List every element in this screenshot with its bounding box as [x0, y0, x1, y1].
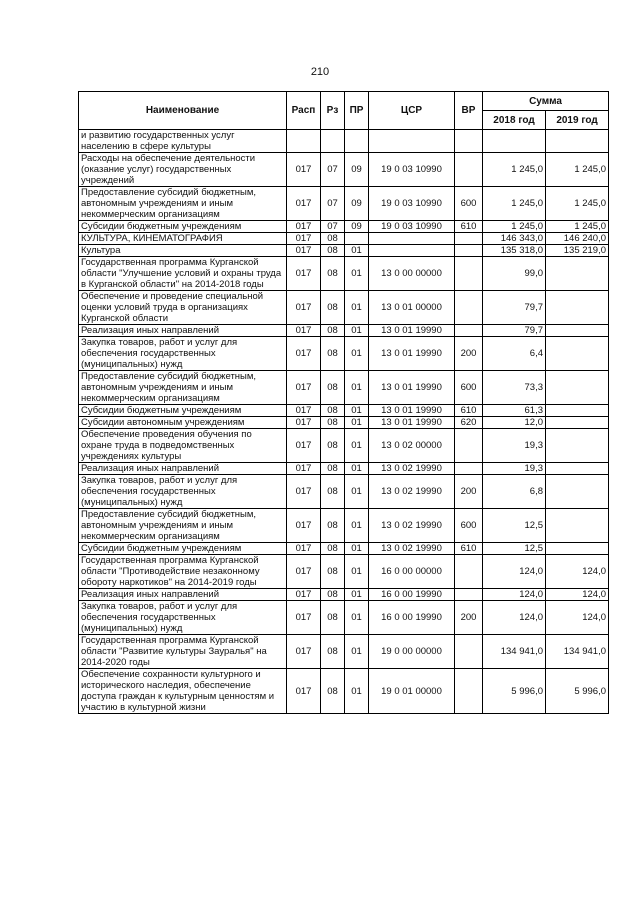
cell-pr: 09 [345, 221, 369, 233]
cell-sum-2018: 1 245,0 [483, 221, 546, 233]
cell-csr: 16 0 00 19990 [369, 601, 455, 635]
header-rasp: Расп [287, 92, 321, 130]
cell-vr [455, 463, 483, 475]
table-row [79, 475, 609, 509]
cell-csr: 13 0 02 00000 [369, 429, 455, 463]
cell-pr: 01 [345, 635, 369, 669]
header-rz: Рз [321, 92, 345, 130]
cell-vr: 620 [455, 417, 483, 429]
cell-sum-2019 [546, 475, 609, 509]
cell-name: Культура [79, 245, 287, 257]
cell-csr: 19 0 01 00000 [369, 669, 455, 714]
cell-rz: 08 [321, 405, 345, 417]
cell-sum-2018: 1 245,0 [483, 153, 546, 187]
cell-name: Закупка товаров, работ и услуг для обеспечения государственных (муниципальных) нужд [79, 601, 287, 635]
cell-name: Закупка товаров, работ и услуг для обеспечения государственных (муниципальных) нужд [79, 475, 287, 509]
cell-vr: 600 [455, 371, 483, 405]
cell-sum-2018: 134 941,0 [483, 635, 546, 669]
cell-name: Закупка товаров, работ и услуг для обеспечения государственных (муниципальных) нужд [79, 337, 287, 371]
cell-rasp: 017 [287, 601, 321, 635]
cell-vr: 610 [455, 405, 483, 417]
cell-sum-2019: 135 219,0 [546, 245, 609, 257]
cell-rasp: 017 [287, 245, 321, 257]
cell-csr [369, 245, 455, 257]
cell-sum-2018: 124,0 [483, 601, 546, 635]
cell-sum-2019 [546, 429, 609, 463]
cell-name: Обеспечение проведения обучения по охране труда в подведомственных учреждениях культуры [79, 429, 287, 463]
table-row [79, 405, 609, 417]
cell-rasp: 017 [287, 509, 321, 543]
cell-csr [369, 233, 455, 245]
cell-name: Реализация иных направлений [79, 463, 287, 475]
cell-rasp: 017 [287, 543, 321, 555]
cell-rz: 08 [321, 601, 345, 635]
cell-sum-2018: 99,0 [483, 257, 546, 291]
table-row [79, 257, 609, 291]
cell-csr: 13 0 01 19990 [369, 337, 455, 371]
cell-rasp: 017 [287, 475, 321, 509]
cell-sum-2019 [546, 463, 609, 475]
cell-csr: 13 0 01 19990 [369, 325, 455, 337]
cell-pr: 01 [345, 371, 369, 405]
cell-rasp: 017 [287, 417, 321, 429]
table-row [79, 543, 609, 555]
cell-csr: 19 0 03 10990 [369, 221, 455, 233]
cell-name: и развитию государственных услуг населению в сфере культуры [79, 130, 287, 153]
cell-rz: 08 [321, 555, 345, 589]
cell-sum-2019 [546, 325, 609, 337]
cell-rz: 08 [321, 509, 345, 543]
table-row [79, 187, 609, 221]
cell-pr: 01 [345, 601, 369, 635]
table-row [79, 417, 609, 429]
cell-pr: 09 [345, 187, 369, 221]
header-pr: ПР [345, 92, 369, 130]
cell-sum-2018: 19,3 [483, 463, 546, 475]
cell-vr: 610 [455, 221, 483, 233]
cell-sum-2018: 135 318,0 [483, 245, 546, 257]
cell-rasp: 017 [287, 589, 321, 601]
cell-rz: 08 [321, 371, 345, 405]
cell-pr: 01 [345, 291, 369, 325]
cell-vr [455, 669, 483, 714]
cell-pr: 01 [345, 543, 369, 555]
cell-pr: 01 [345, 463, 369, 475]
cell-rasp: 017 [287, 233, 321, 245]
cell-sum-2019 [546, 509, 609, 543]
cell-sum-2019 [546, 257, 609, 291]
cell-sum-2018: 79,7 [483, 325, 546, 337]
cell-pr: 09 [345, 153, 369, 187]
cell-csr [369, 130, 455, 153]
table-row [79, 233, 609, 245]
cell-rz: 07 [321, 221, 345, 233]
cell-name: Реализация иных направлений [79, 589, 287, 601]
cell-rasp [287, 130, 321, 153]
cell-name: Предоставление субсидий бюджетным, автономным учреждениям и иным некоммерческим организациям [79, 187, 287, 221]
cell-pr: 01 [345, 245, 369, 257]
cell-name: КУЛЬТУРА, КИНЕМАТОГРАФИЯ [79, 233, 287, 245]
cell-sum-2019 [546, 405, 609, 417]
cell-pr: 01 [345, 589, 369, 601]
table-row [79, 371, 609, 405]
cell-sum-2018: 124,0 [483, 589, 546, 601]
cell-csr: 16 0 00 19990 [369, 589, 455, 601]
cell-csr: 19 0 00 00000 [369, 635, 455, 669]
cell-sum-2019: 124,0 [546, 601, 609, 635]
table-body [79, 130, 609, 714]
cell-vr: 600 [455, 509, 483, 543]
cell-rz: 08 [321, 589, 345, 601]
cell-sum-2019: 124,0 [546, 555, 609, 589]
header-name: Наименование [79, 92, 287, 130]
table-row [79, 337, 609, 371]
cell-csr: 13 0 01 19990 [369, 417, 455, 429]
cell-rz: 08 [321, 337, 345, 371]
cell-rasp: 017 [287, 187, 321, 221]
cell-sum-2018: 73,3 [483, 371, 546, 405]
header-vr: ВР [455, 92, 483, 130]
cell-rz: 08 [321, 257, 345, 291]
cell-sum-2018: 146 343,0 [483, 233, 546, 245]
table-row [79, 429, 609, 463]
cell-csr: 13 0 01 00000 [369, 291, 455, 325]
cell-vr [455, 257, 483, 291]
cell-name: Субсидии бюджетным учреждениям [79, 405, 287, 417]
cell-csr: 13 0 01 19990 [369, 405, 455, 417]
cell-csr: 13 0 02 19990 [369, 463, 455, 475]
cell-sum-2019: 1 245,0 [546, 221, 609, 233]
cell-sum-2019 [546, 130, 609, 153]
cell-sum-2019 [546, 291, 609, 325]
table-row [79, 463, 609, 475]
cell-vr: 600 [455, 187, 483, 221]
cell-sum-2018: 6,4 [483, 337, 546, 371]
cell-rz: 08 [321, 463, 345, 475]
cell-vr: 200 [455, 601, 483, 635]
cell-sum-2018: 124,0 [483, 555, 546, 589]
cell-name: Предоставление субсидий бюджетным, автономным учреждениям и иным некоммерческим организациям [79, 509, 287, 543]
cell-vr: 200 [455, 337, 483, 371]
cell-name: Субсидии бюджетным учреждениям [79, 543, 287, 555]
cell-sum-2018 [483, 130, 546, 153]
cell-rz: 07 [321, 153, 345, 187]
cell-name: Реализация иных направлений [79, 325, 287, 337]
cell-name: Обеспечение и проведение специальной оценки условий труда в организациях Курганской области [79, 291, 287, 325]
cell-rasp: 017 [287, 669, 321, 714]
cell-vr [455, 130, 483, 153]
header-sum: Сумма [483, 92, 609, 111]
cell-pr: 01 [345, 429, 369, 463]
cell-vr [455, 589, 483, 601]
table-row [79, 221, 609, 233]
cell-vr [455, 153, 483, 187]
cell-sum-2018: 5 996,0 [483, 669, 546, 714]
cell-csr: 16 0 00 00000 [369, 555, 455, 589]
cell-pr: 01 [345, 475, 369, 509]
cell-rz: 08 [321, 669, 345, 714]
cell-rasp: 017 [287, 371, 321, 405]
cell-vr: 610 [455, 543, 483, 555]
cell-name: Субсидии автономным учреждениям [79, 417, 287, 429]
cell-sum-2018: 19,3 [483, 429, 546, 463]
cell-csr: 13 0 02 19990 [369, 509, 455, 543]
cell-vr: 200 [455, 475, 483, 509]
table-row [79, 509, 609, 543]
cell-rasp: 017 [287, 257, 321, 291]
cell-sum-2019: 134 941,0 [546, 635, 609, 669]
cell-rz: 08 [321, 325, 345, 337]
cell-pr: 01 [345, 509, 369, 543]
cell-rasp: 017 [287, 221, 321, 233]
cell-pr: 01 [345, 325, 369, 337]
cell-sum-2018: 12,5 [483, 543, 546, 555]
cell-vr [455, 429, 483, 463]
cell-rz [321, 130, 345, 153]
cell-pr: 01 [345, 417, 369, 429]
table-row [79, 589, 609, 601]
cell-name: Предоставление субсидий бюджетным, автономным учреждениям и иным некоммерческим организациям [79, 371, 287, 405]
table-row [79, 669, 609, 714]
cell-rasp: 017 [287, 429, 321, 463]
table-row [79, 635, 609, 669]
cell-rasp: 017 [287, 463, 321, 475]
cell-vr [455, 555, 483, 589]
header-year-2018: 2018 год [483, 111, 546, 130]
cell-rasp: 017 [287, 555, 321, 589]
cell-csr: 13 0 02 19990 [369, 543, 455, 555]
cell-vr [455, 325, 483, 337]
header-year-2019: 2019 год [546, 111, 609, 130]
cell-rz: 08 [321, 245, 345, 257]
cell-rz: 08 [321, 417, 345, 429]
cell-sum-2019 [546, 543, 609, 555]
cell-rz: 08 [321, 543, 345, 555]
cell-sum-2018: 6,8 [483, 475, 546, 509]
cell-rasp: 017 [287, 337, 321, 371]
cell-pr: 01 [345, 555, 369, 589]
cell-csr: 19 0 03 10990 [369, 153, 455, 187]
cell-sum-2018: 12,5 [483, 509, 546, 543]
table-row [79, 601, 609, 635]
cell-csr: 19 0 03 10990 [369, 187, 455, 221]
cell-pr: 01 [345, 405, 369, 417]
budget-table [78, 91, 609, 714]
cell-vr [455, 291, 483, 325]
header-csr: ЦСР [369, 92, 455, 130]
cell-rasp: 017 [287, 325, 321, 337]
cell-name: Расходы на обеспечение деятельности (оказание услуг) государственных учреждений [79, 153, 287, 187]
cell-sum-2019 [546, 417, 609, 429]
cell-sum-2019 [546, 337, 609, 371]
cell-sum-2018: 61,3 [483, 405, 546, 417]
table-row [79, 325, 609, 337]
table-header [79, 92, 609, 130]
cell-pr: 01 [345, 669, 369, 714]
cell-rasp: 017 [287, 635, 321, 669]
cell-vr [455, 233, 483, 245]
cell-name: Обеспечение сохранности культурного и исторического наследия, обеспечение доступа граждан к культурным ценностям и участию в культурной жизни [79, 669, 287, 714]
cell-rasp: 017 [287, 405, 321, 417]
table-row [79, 555, 609, 589]
table-row [79, 291, 609, 325]
cell-vr [455, 245, 483, 257]
page-number: 210 [310, 66, 330, 78]
cell-rz: 07 [321, 187, 345, 221]
cell-rz: 08 [321, 475, 345, 509]
cell-rasp: 017 [287, 153, 321, 187]
cell-pr [345, 130, 369, 153]
cell-name: Государственная программа Курганской области "Улучшение условий и охраны труда в Курганской области" на 2014-2018 годы [79, 257, 287, 291]
table-row [79, 130, 609, 153]
cell-csr: 13 0 02 19990 [369, 475, 455, 509]
cell-sum-2019: 5 996,0 [546, 669, 609, 714]
cell-rz: 08 [321, 291, 345, 325]
cell-pr: 01 [345, 257, 369, 291]
cell-name: Субсидии бюджетным учреждениям [79, 221, 287, 233]
table-row [79, 153, 609, 187]
cell-pr [345, 233, 369, 245]
table-row [79, 245, 609, 257]
cell-sum-2018: 1 245,0 [483, 187, 546, 221]
cell-csr: 13 0 00 00000 [369, 257, 455, 291]
cell-name: Государственная программа Курганской области "Развитие культуры Зауралья" на 2014-2020 годы [79, 635, 287, 669]
cell-vr [455, 635, 483, 669]
cell-sum-2019: 124,0 [546, 589, 609, 601]
cell-csr: 13 0 01 19990 [369, 371, 455, 405]
cell-rz: 08 [321, 635, 345, 669]
cell-sum-2019: 146 240,0 [546, 233, 609, 245]
cell-sum-2019: 1 245,0 [546, 187, 609, 221]
cell-sum-2018: 79,7 [483, 291, 546, 325]
cell-pr: 01 [345, 337, 369, 371]
cell-sum-2019: 1 245,0 [546, 153, 609, 187]
cell-name: Государственная программа Курганской области "Противодействие незаконному обороту наркотиков" на 2014-2019 годы [79, 555, 287, 589]
cell-rz: 08 [321, 429, 345, 463]
cell-sum-2019 [546, 371, 609, 405]
cell-rasp: 017 [287, 291, 321, 325]
cell-sum-2018: 12,0 [483, 417, 546, 429]
cell-rz: 08 [321, 233, 345, 245]
